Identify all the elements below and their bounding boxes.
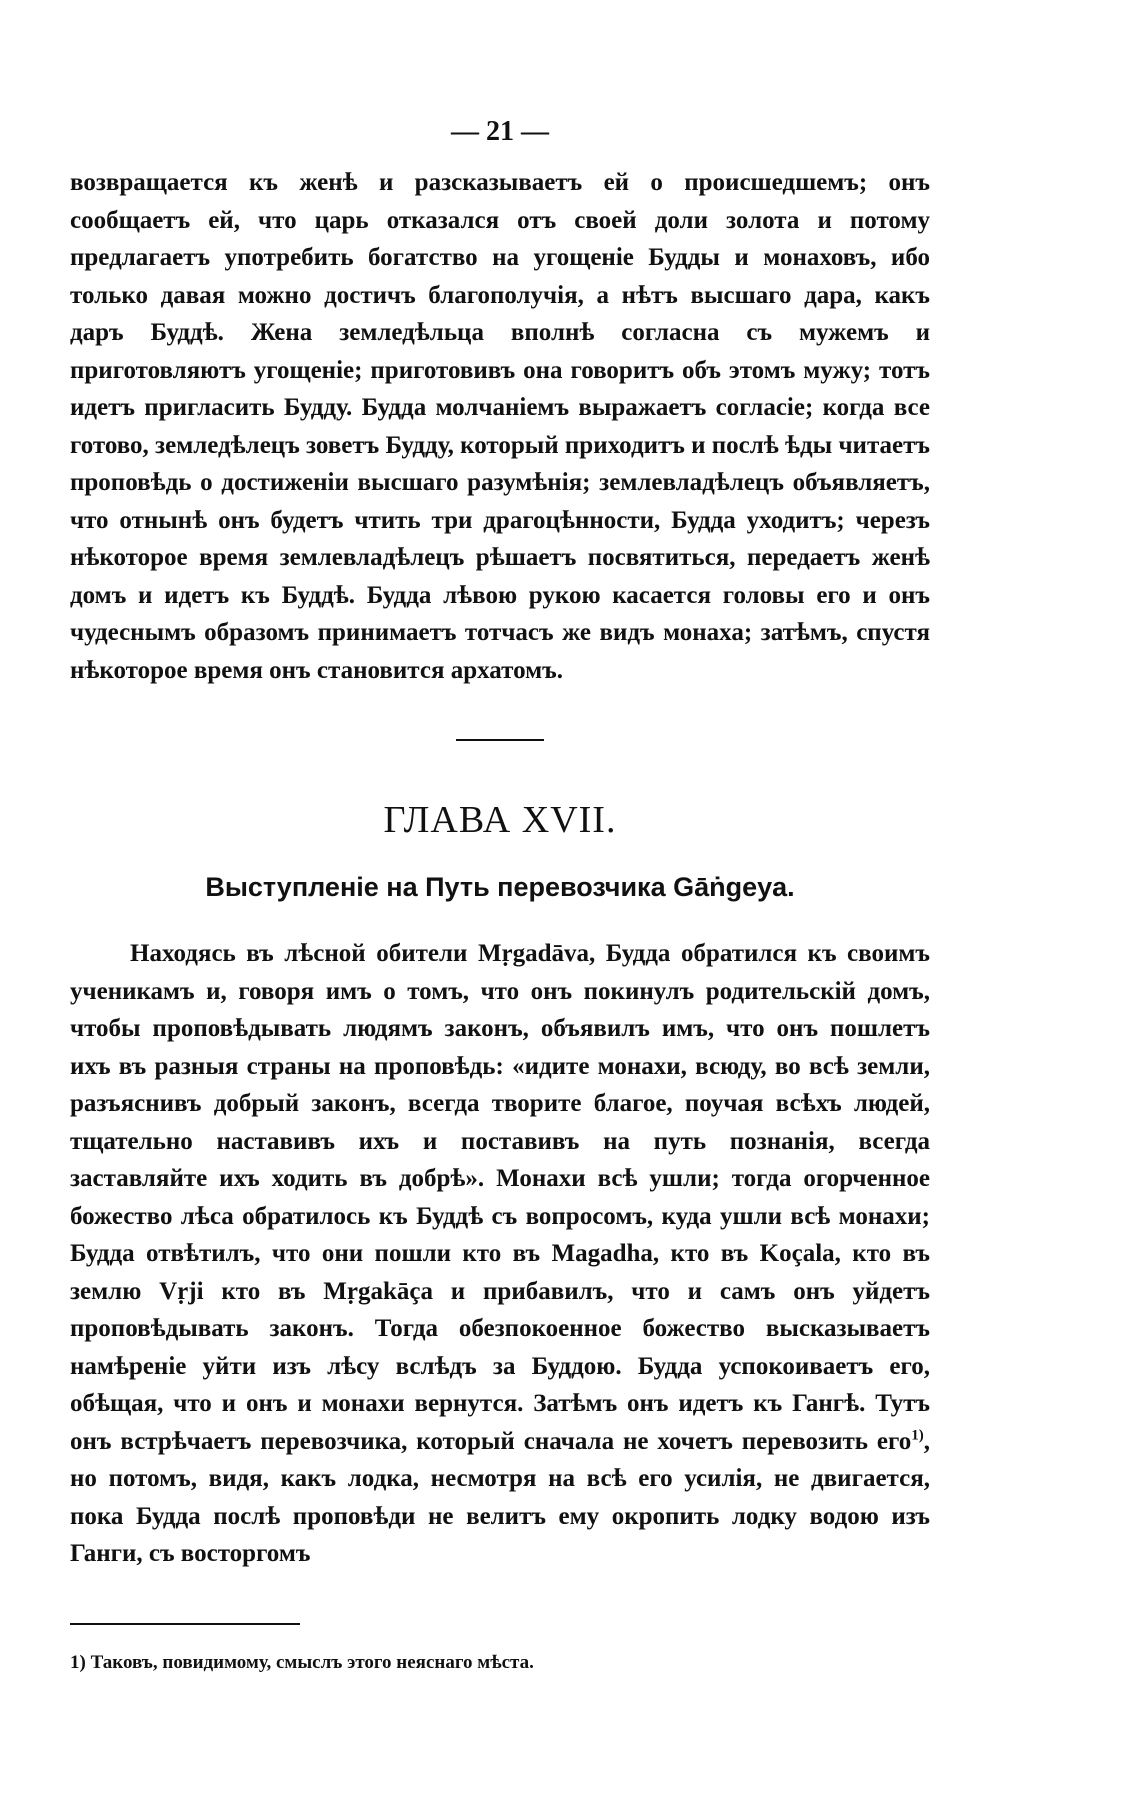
chapter-title: ГЛАВА XVII. (383, 799, 617, 841)
chapter-paragraph-text-b: , но потомъ, видя, какъ лодка, несмотря на всѣ его усилія, не двигается, пока Будда послѣ проповѣди не велитъ ему окропить лодку водою изъ Ганги, съ восторгомъ (70, 1427, 930, 1567)
footnote: 1) Таковъ, повидимому, смыслъ этого неяснаго мѣста. (70, 1651, 534, 1673)
book-page (70, 110, 930, 1677)
footnote-rule (70, 1623, 300, 1625)
footnote-reference: 1) (911, 1427, 924, 1444)
chapter-paragraph (70, 935, 930, 1573)
page-number: — 21 — (451, 116, 549, 147)
paragraph-continued: возвращается къ женѣ и разсказываетъ ей о происшедшемъ; онъ сообщаетъ ей, что царь отказался отъ своей доли золота и потому предлагаетъ употребить богатство на угощеніе Будды и монаховъ, ибо только давая можно достичъ благополучія, а нѣтъ высшаго дара, какъ даръ Буддѣ. Жена земледѣльца вполнѣ согласна съ мужемъ и приготовляютъ угощеніе; приготовивъ она говоритъ объ этомъ мужу; тотъ идетъ пригласить Будду. Будда молчаніемъ выражаетъ согласіе; когда все готово, земледѣлецъ зоветъ Будду, который приходитъ и послѣ ѣды читаетъ проповѣдь о достиженіи высшаго разумѣнія; землевладѣлецъ объявляетъ, что отнынѣ онъ будетъ чтить три драгоцѣнности, Будда уходитъ; черезъ нѣкоторое время землевладѣлецъ рѣшаетъ посвятиться, передаетъ женѣ домъ и идетъ къ Буддѣ. Будда лѣвою рукою касается головы его и онъ чудеснымъ образомъ принимаетъ тотчасъ же видъ монаха; затѣмъ, спустя нѣкоторое время онъ становится архатомъ. (70, 169, 930, 684)
chapter-subtitle: Выступленіе на Путь перевозчика Gāṅgeya. (205, 872, 795, 902)
section-divider (456, 739, 544, 741)
chapter-paragraph-text-a: Находясь въ лѣсной обители Mṛgadāva, Будда обратился къ своимъ ученикамъ и, говоря имъ о томъ, что онъ покинулъ родительскій домъ, чтобы проповѣдывать людямъ законъ, объявилъ имъ, что онъ пошлетъ ихъ въ разныя страны на проповѣдь: «идите монахи, всюду, во всѣ земли, разъяснивъ добрый законъ, всегда творите благое, поучая всѣхъ людей, тщательно наставивъ ихъ и поставивъ на путь познанія, всегда заставляйте ихъ ходить въ добрѣ». Монахи всѣ ушли; тогда огорченное божество лѣса обратилось къ Буддѣ съ вопросомъ, куда ушли всѣ монахи; Будда отвѣтилъ, что они пошли кто въ Magadha, кто въ Koçala, кто въ землю Vṛji кто въ Mṛgakāça и прибавилъ, что и самъ онъ уйдетъ проповѣдывать законъ. Тогда обезпокоенное божество высказываетъ намѣреніе уйти изъ лѣсу вслѣдъ за Буддою. Будда успокоиваетъ его, обѣщая, что и онъ и монахи вернутся. Затѣмъ онъ идетъ къ Гангѣ. Тутъ онъ встрѣчаетъ перевозчика, который сначала не хочетъ перевозить его (70, 940, 930, 1455)
